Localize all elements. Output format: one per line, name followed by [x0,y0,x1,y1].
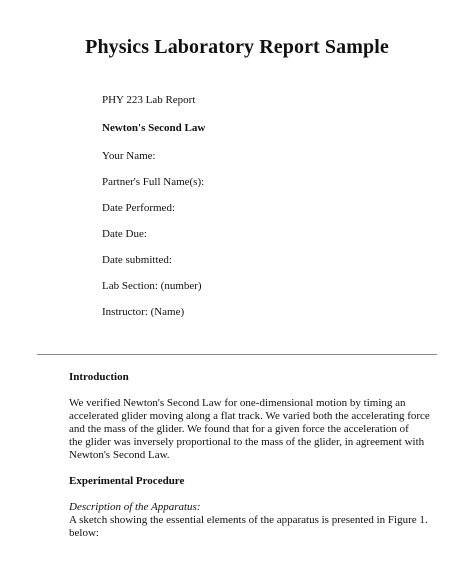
instructor-field: Instructor: (Name) [102,306,185,318]
apparatus-line: A sketch showing the essential elements of the apparatus is presented in Figure 1. [69,514,428,526]
introduction-line: the glider was inversely proportional to the mass of the glider, in agreement with [69,436,425,448]
your-name-field: Your Name: [102,150,156,162]
introduction-line: We verified Newton's Second Law for one-dimensional motion by timing an [69,397,406,409]
apparatus-line: below: [69,527,99,539]
partner-name-field: Partner's Full Name(s): [102,176,205,188]
apparatus-paragraph [69,514,439,540]
date-submitted-field: Date submitted: [102,254,172,266]
lab-section-field: Lab Section: (number) [102,280,202,292]
section-divider [37,354,437,355]
introduction-line: Newton's Second Law. [69,449,170,461]
experiment-title: Newton's Second Law [102,122,206,134]
page-title: Physics Laboratory Report Sample [85,36,389,58]
introduction-line: and the mass of the glider. We found that for a given force the acceleration of [69,423,409,435]
introduction-heading: Introduction [69,371,129,383]
introduction-paragraph [69,397,439,462]
date-performed-field: Date Performed: [102,202,175,214]
course-label: PHY 223 Lab Report [102,94,196,106]
apparatus-subheading: Description of the Apparatus: [69,501,201,513]
date-due-field: Date Due: [102,228,147,240]
procedure-heading: Experimental Procedure [69,475,185,487]
introduction-line: accelerated glider moving along a flat track. We varied both the accelerating force [69,410,430,422]
